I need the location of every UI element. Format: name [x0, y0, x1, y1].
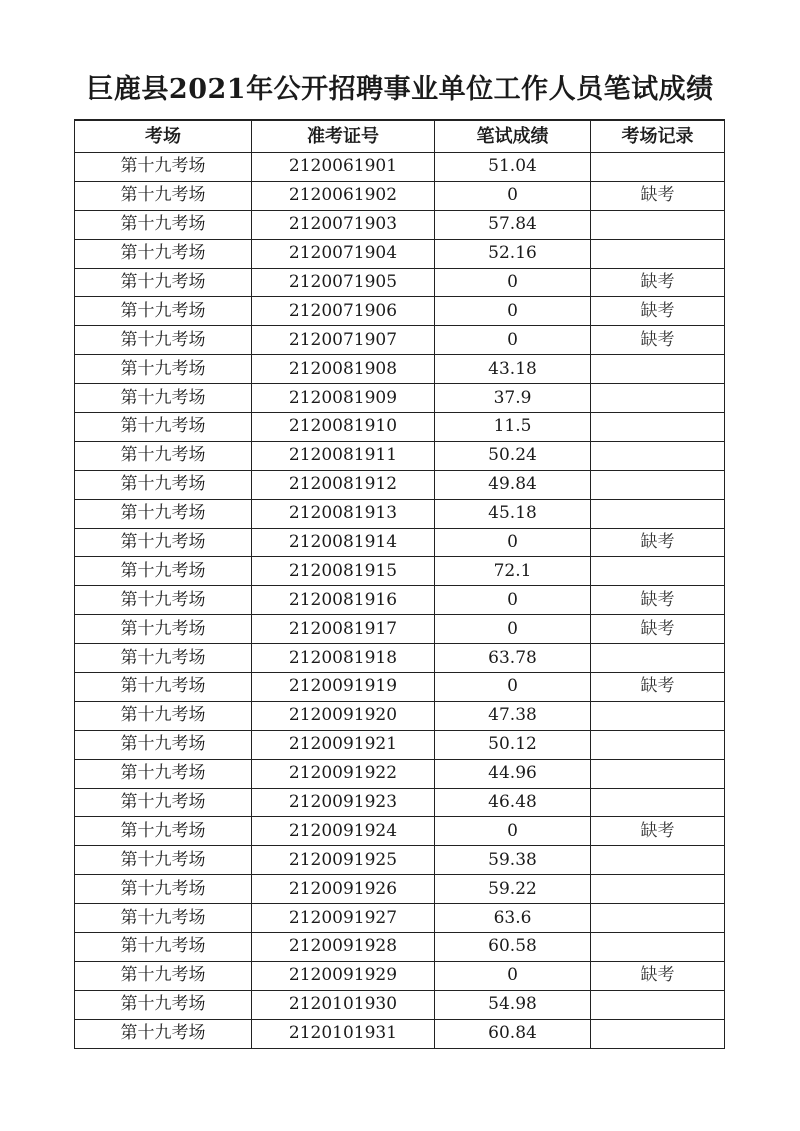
cell-exam-room: 第十九考场: [75, 586, 252, 615]
cell-written-score: 0: [435, 615, 591, 644]
cell-written-score: 59.38: [435, 846, 591, 875]
table-row: [75, 615, 725, 644]
table-row: [75, 673, 725, 702]
cell-written-score: 59.22: [435, 875, 591, 904]
cell-written-score: 43.18: [435, 355, 591, 384]
table-row: [75, 355, 725, 384]
table-row: [75, 297, 725, 326]
table-row: [75, 210, 725, 239]
cell-written-score: 11.5: [435, 413, 591, 442]
header-written-score: 笔试成绩: [435, 120, 591, 153]
cell-ticket-number: 2120061901: [252, 153, 435, 182]
cell-ticket-number: 2120081908: [252, 355, 435, 384]
cell-ticket-number: 2120061902: [252, 181, 435, 210]
table-row: [75, 759, 725, 788]
table-row: [75, 817, 725, 846]
cell-written-score: 0: [435, 181, 591, 210]
cell-ticket-number: 2120091928: [252, 933, 435, 962]
cell-exam-room: 第十九考场: [75, 268, 252, 297]
cell-exam-room: 第十九考场: [75, 730, 252, 759]
cell-ticket-number: 2120071907: [252, 326, 435, 355]
table-row: [75, 413, 725, 442]
cell-ticket-number: 2120071905: [252, 268, 435, 297]
cell-written-score: 63.78: [435, 644, 591, 673]
cell-exam-record: [591, 759, 725, 788]
cell-exam-record: 缺考: [591, 181, 725, 210]
cell-written-score: 63.6: [435, 904, 591, 933]
table-row: [75, 153, 725, 182]
table-row: [75, 326, 725, 355]
table-row: [75, 441, 725, 470]
table-header-row: [75, 120, 725, 153]
cell-exam-record: [591, 384, 725, 413]
header-exam-room: 考场: [75, 120, 252, 153]
cell-exam-record: 缺考: [591, 615, 725, 644]
cell-exam-room: 第十九考场: [75, 499, 252, 528]
cell-ticket-number: 2120071904: [252, 239, 435, 268]
cell-exam-record: 缺考: [591, 586, 725, 615]
cell-written-score: 50.24: [435, 441, 591, 470]
cell-written-score: 0: [435, 673, 591, 702]
cell-exam-record: [591, 933, 725, 962]
cell-exam-room: 第十九考场: [75, 673, 252, 702]
cell-exam-record: [591, 413, 725, 442]
cell-exam-record: [591, 788, 725, 817]
cell-ticket-number: 2120071906: [252, 297, 435, 326]
cell-ticket-number: 2120081911: [252, 441, 435, 470]
cell-exam-record: [591, 875, 725, 904]
table-row: [75, 586, 725, 615]
cell-exam-room: 第十九考场: [75, 210, 252, 239]
cell-exam-record: 缺考: [591, 297, 725, 326]
cell-written-score: 44.96: [435, 759, 591, 788]
cell-ticket-number: 2120071903: [252, 210, 435, 239]
cell-exam-record: [591, 441, 725, 470]
cell-exam-record: [591, 701, 725, 730]
cell-exam-record: [591, 904, 725, 933]
cell-written-score: 52.16: [435, 239, 591, 268]
cell-ticket-number: 2120081917: [252, 615, 435, 644]
cell-exam-room: 第十九考场: [75, 817, 252, 846]
cell-exam-record: 缺考: [591, 326, 725, 355]
cell-exam-room: 第十九考场: [75, 961, 252, 990]
cell-ticket-number: 2120081915: [252, 557, 435, 586]
cell-written-score: 50.12: [435, 730, 591, 759]
table-row: [75, 990, 725, 1019]
table-row: [75, 239, 725, 268]
cell-written-score: 45.18: [435, 499, 591, 528]
table-row: [75, 644, 725, 673]
cell-exam-room: 第十九考场: [75, 615, 252, 644]
cell-exam-room: 第十九考场: [75, 875, 252, 904]
cell-exam-record: [591, 1019, 725, 1048]
cell-exam-room: 第十九考场: [75, 990, 252, 1019]
cell-ticket-number: 2120081912: [252, 470, 435, 499]
cell-written-score: 60.58: [435, 933, 591, 962]
cell-ticket-number: 2120091927: [252, 904, 435, 933]
cell-exam-room: 第十九考场: [75, 701, 252, 730]
cell-written-score: 37.9: [435, 384, 591, 413]
scores-table: [74, 119, 725, 1049]
header-exam-record: 考场记录: [591, 120, 725, 153]
cell-exam-room: 第十九考场: [75, 384, 252, 413]
cell-ticket-number: 2120091920: [252, 701, 435, 730]
cell-exam-record: [591, 499, 725, 528]
header-ticket-number: 准考证号: [252, 120, 435, 153]
cell-exam-room: 第十九考场: [75, 788, 252, 817]
cell-exam-room: 第十九考场: [75, 644, 252, 673]
cell-written-score: 57.84: [435, 210, 591, 239]
cell-written-score: 0: [435, 961, 591, 990]
page-title: 巨鹿县2021年公开招聘事业单位工作人员笔试成绩: [86, 74, 714, 105]
table-row: [75, 499, 725, 528]
cell-exam-record: 缺考: [591, 268, 725, 297]
table-row: [75, 470, 725, 499]
cell-ticket-number: 2120091919: [252, 673, 435, 702]
cell-exam-record: 缺考: [591, 961, 725, 990]
table-row: [75, 557, 725, 586]
cell-written-score: 0: [435, 528, 591, 557]
cell-written-score: 0: [435, 817, 591, 846]
cell-written-score: 46.48: [435, 788, 591, 817]
table-row: [75, 268, 725, 297]
table-row: [75, 730, 725, 759]
cell-ticket-number: 2120081910: [252, 413, 435, 442]
table-row: [75, 875, 725, 904]
cell-ticket-number: 2120081916: [252, 586, 435, 615]
cell-exam-room: 第十九考场: [75, 355, 252, 384]
table-row: [75, 181, 725, 210]
cell-exam-room: 第十九考场: [75, 1019, 252, 1048]
cell-exam-room: 第十九考场: [75, 528, 252, 557]
cell-exam-record: [591, 239, 725, 268]
cell-ticket-number: 2120091923: [252, 788, 435, 817]
cell-ticket-number: 2120091929: [252, 961, 435, 990]
cell-exam-room: 第十九考场: [75, 239, 252, 268]
cell-ticket-number: 2120081918: [252, 644, 435, 673]
cell-exam-record: [591, 210, 725, 239]
cell-exam-record: [591, 557, 725, 586]
cell-ticket-number: 2120091925: [252, 846, 435, 875]
cell-ticket-number: 2120101931: [252, 1019, 435, 1048]
cell-exam-record: 缺考: [591, 528, 725, 557]
cell-exam-room: 第十九考场: [75, 153, 252, 182]
cell-ticket-number: 2120101930: [252, 990, 435, 1019]
cell-exam-room: 第十九考场: [75, 557, 252, 586]
cell-exam-room: 第十九考场: [75, 933, 252, 962]
cell-written-score: 54.98: [435, 990, 591, 1019]
cell-ticket-number: 2120091921: [252, 730, 435, 759]
cell-ticket-number: 2120091922: [252, 759, 435, 788]
cell-ticket-number: 2120081909: [252, 384, 435, 413]
cell-exam-record: [591, 990, 725, 1019]
table-row: [75, 961, 725, 990]
cell-exam-room: 第十九考场: [75, 441, 252, 470]
cell-exam-record: [591, 730, 725, 759]
table-row: [75, 933, 725, 962]
table-row: [75, 788, 725, 817]
cell-exam-record: [591, 846, 725, 875]
cell-written-score: 0: [435, 326, 591, 355]
cell-exam-room: 第十九考场: [75, 759, 252, 788]
cell-exam-room: 第十九考场: [75, 297, 252, 326]
cell-exam-record: [591, 153, 725, 182]
cell-written-score: 0: [435, 586, 591, 615]
cell-written-score: 51.04: [435, 153, 591, 182]
cell-exam-record: [591, 644, 725, 673]
cell-exam-record: 缺考: [591, 673, 725, 702]
cell-ticket-number: 2120091924: [252, 817, 435, 846]
table-row: [75, 1019, 725, 1048]
cell-exam-room: 第十九考场: [75, 326, 252, 355]
cell-exam-room: 第十九考场: [75, 470, 252, 499]
table-row: [75, 384, 725, 413]
cell-exam-room: 第十九考场: [75, 904, 252, 933]
cell-written-score: 0: [435, 297, 591, 326]
table-row: [75, 846, 725, 875]
cell-exam-record: [591, 355, 725, 384]
cell-exam-room: 第十九考场: [75, 413, 252, 442]
cell-ticket-number: 2120091926: [252, 875, 435, 904]
table-row: [75, 701, 725, 730]
cell-written-score: 47.38: [435, 701, 591, 730]
cell-written-score: 49.84: [435, 470, 591, 499]
table-row: [75, 904, 725, 933]
table-row: [75, 528, 725, 557]
cell-exam-record: [591, 470, 725, 499]
cell-exam-room: 第十九考场: [75, 181, 252, 210]
cell-exam-room: 第十九考场: [75, 846, 252, 875]
cell-written-score: 0: [435, 268, 591, 297]
cell-written-score: 60.84: [435, 1019, 591, 1048]
cell-ticket-number: 2120081913: [252, 499, 435, 528]
cell-written-score: 72.1: [435, 557, 591, 586]
cell-ticket-number: 2120081914: [252, 528, 435, 557]
cell-exam-record: 缺考: [591, 817, 725, 846]
